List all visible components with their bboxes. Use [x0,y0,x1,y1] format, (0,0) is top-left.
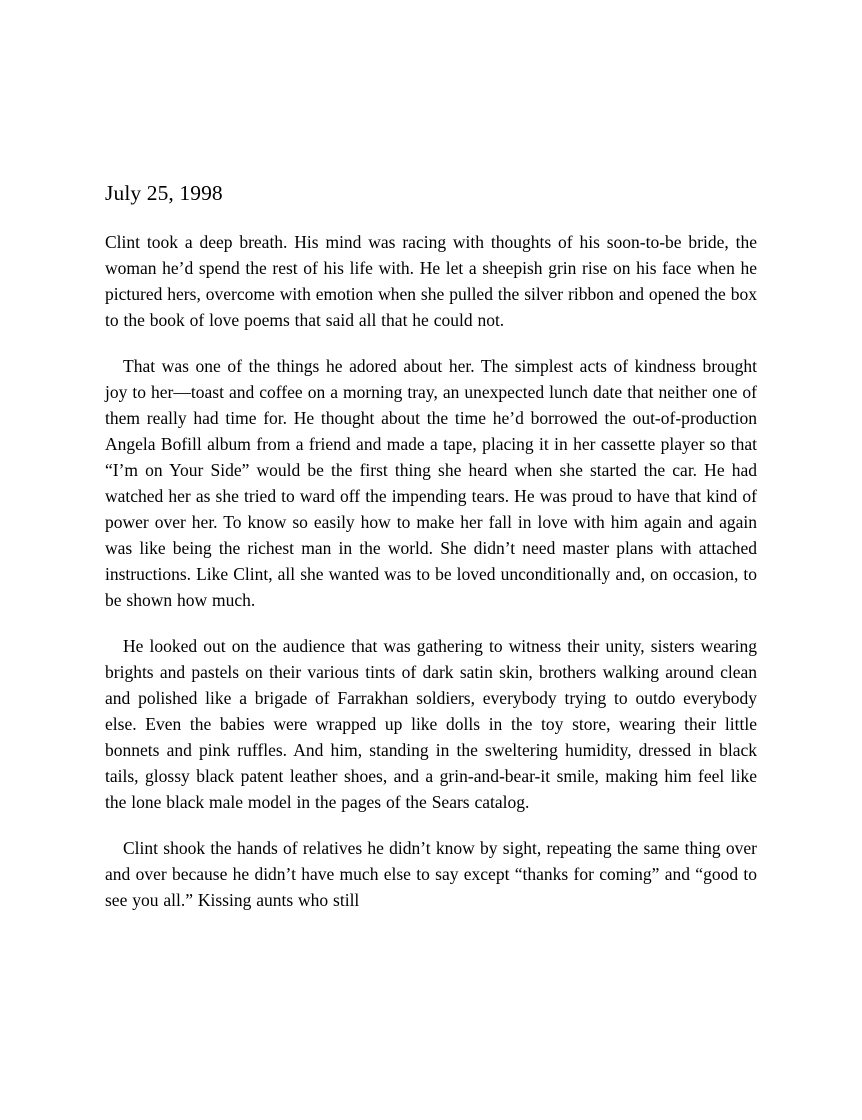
book-page [105,0,757,913]
paragraph-2: That was one of the things he adored about her. The simplest acts of kindness brought joy to her—toast and coffee on a morning tray, an unexpected lunch date that neither one of them really had time for. He thought about the time he’d borrowed the out-of-production Angela Bofill album from a friend and made a tape, placing it in her cassette player so that “I’m on Your Side” would be the first thing she heard when she started the car. He had watched her as she tried to ward off the impending tears. He was proud to have that kind of power over her. To know so easily how to make her fall in love with him again and again was like being the richest man in the world. She didn’t need master plans with attached instructions. Like Clint, all she wanted was to be loved unconditionally and, on occasion, to be shown how much. [105,356,757,610]
paragraph-4: Clint shook the hands of relatives he didn’t know by sight, repeating the same thing over and over because he didn’t have much else to say except “thanks for coming” and “good to see you all.” Kissing aunts who still [105,838,757,910]
paragraph-1: Clint took a deep breath. His mind was racing with thoughts of his soon-to-be bride, the woman he’d spend the rest of his life with. He let a sheepish grin rise on his face when he pictured hers, overcome with emotion when she pulled the silver ribbon and opened the box to the book of love poems that said all that he could not. [105,232,757,330]
date-heading: July 25, 1998 [105,181,223,205]
paragraph-3: He looked out on the audience that was gathering to witness their unity, sisters wearing brights and pastels on their various tints of dark satin skin, brothers walking around clean and polished like a brigade of Farrakhan soldiers, everybody trying to outdo everybody else. Even the babies were wrapped up like dolls in the toy store, wearing their little bonnets and pink ruffles. And him, standing in the sweltering humidity, dressed in black tails, glossy black patent leather shoes, and a grin-and-bear-it smile, making him feel like the lone black male model in the pages of the Sears catalog. [105,636,757,812]
